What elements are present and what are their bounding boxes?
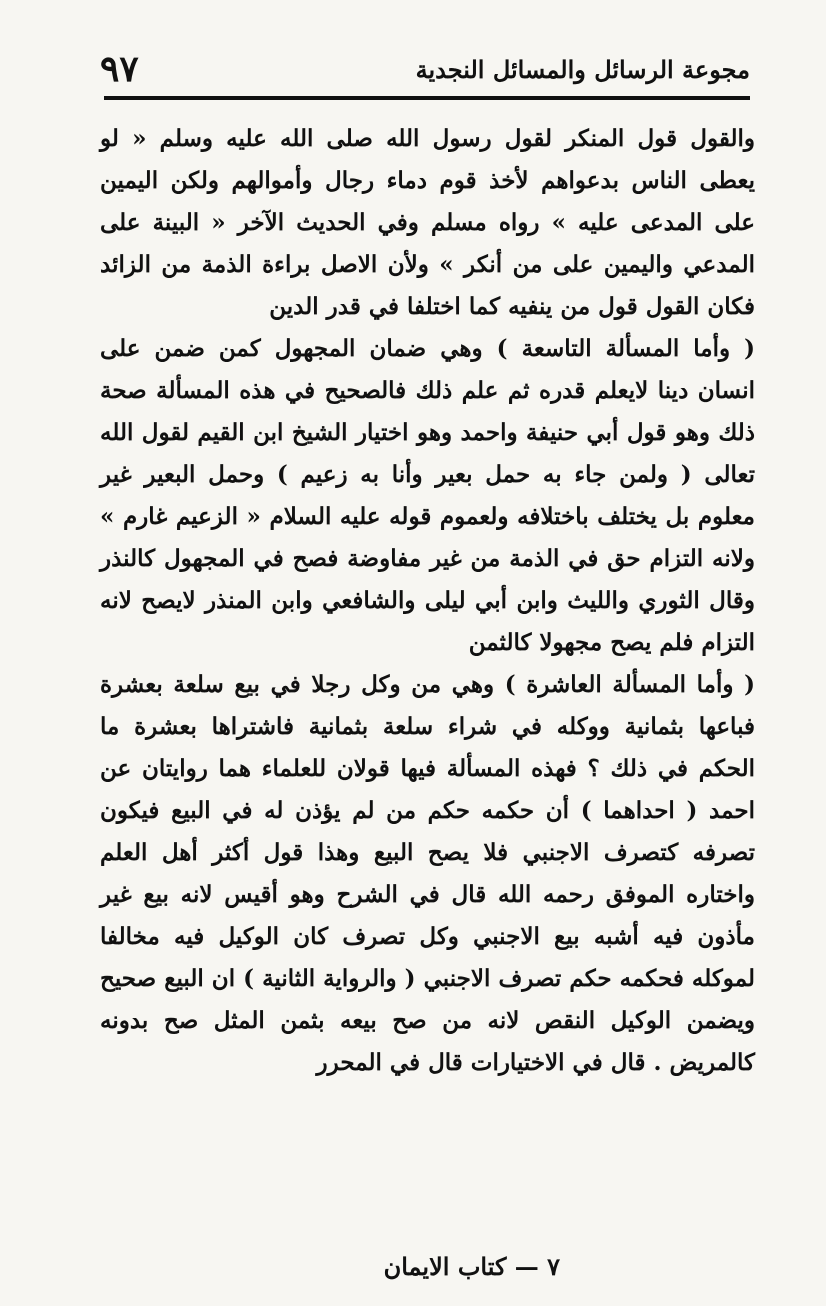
page-header xyxy=(100,38,750,100)
header-rule xyxy=(104,96,750,100)
body-text xyxy=(100,118,755,1240)
running-title: مجوعة الرسائل والمسائل النجدية xyxy=(415,54,750,84)
paragraph: ( وأما المسألة التاسعة ) وهي ضمان المجهول كمن ضمن على انسان دينا لايعلم قدره ثم علم ذلك فالصحيح في هذه المسألة صحة ذلك وهو قول أبي حنيفة واحمد وهو اختيار الشيخ ابن القيم لقول الله تعالى ( ولمن جاء به حمل بعير وأنا به زعيم ) وحمل البعير غير معلوم بل يختلف باختلافه ولعموم قوله عليه السلام « الزعيم غارم » ولانه التزام حق في الذمة من غير مفاوضة فصح في المجهول كالنذر وقال الثوري والليث وابن أبي ليلى والشافعي وابن المنذر لايصح لانه التزام فلم يصح مجهولا كالثمن xyxy=(100,335,755,656)
paragraph: والقول قول المنكر لقول رسول الله صلى الله عليه وسلم « لو يعطى الناس بدعواهم لأخذ قوم دماء رجال وأموالهم ولكن اليمين على المدعى عليه » رواه مسلم وفي الحديث الآخر « البينة على المدعي واليمين على من أنكر » ولأن الاصل براءة الذمة من الزائد فكان القول قول من ينفيه كما اختلفا في قدر الدين xyxy=(100,125,755,320)
signature-mark: ٧ — كتاب الايمان xyxy=(383,1251,560,1281)
paragraph: ( وأما المسألة العاشرة ) وهي من وكل رجلا في بيع سلعة بعشرة فباعها بثمانية ووكله في شراء سلعة بثمانية فاشتراها بعشرة ما الحكم في ذلك ؟ فهذه المسألة فيها قولان للعلماء هما روايتان عن احمد ( احداهما ) أن حكمه حكم من لم يؤذن له في البيع فيكون تصرفه كتصرف الاجنبي فلا يصح البيع وهذا قول أكثر أهل العلم واختاره الموفق رحمه الله قال في الشرح وهو أقيس لانه بيع غير مأذون فيه أشبه بيع الاجنبي وكل تصرف كان الوكيل فيه مخالفا لموكله فحكمه حكم تصرف الاجنبي ( والرواية الثانية ) ان البيع صحيح ويضمن الوكيل النقص لانه من صح بيعه بثمن المثل صح بدونه كالمريض . قال في الاختيارات قال في المحرر xyxy=(100,671,755,1076)
page-number: ٩٧ xyxy=(100,48,139,90)
